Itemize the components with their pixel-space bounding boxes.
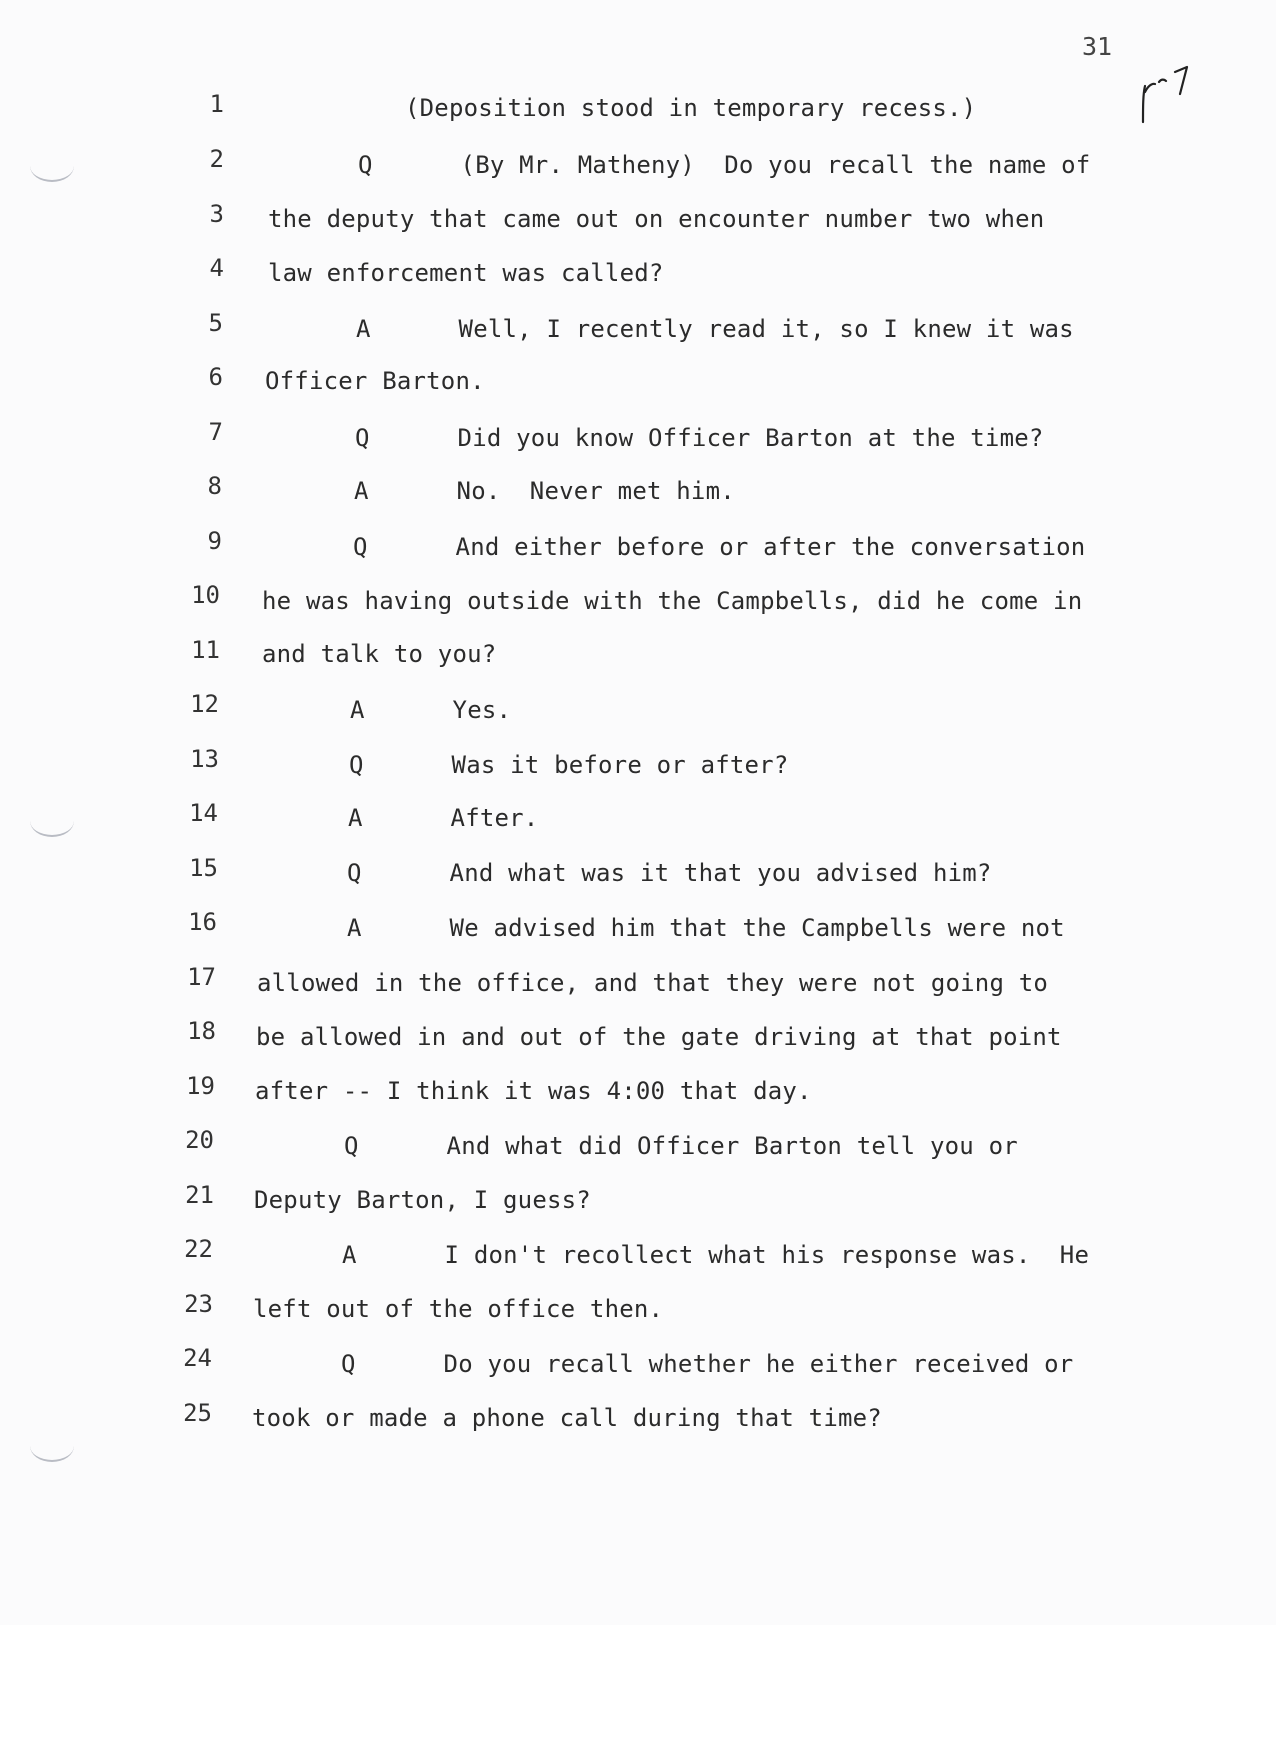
- line-number: 22: [184, 1235, 213, 1263]
- line-number: 20: [185, 1126, 214, 1154]
- line-number: 15: [189, 854, 218, 882]
- transcript-line: he was having outside with the Campbells, did he come in: [262, 587, 1083, 615]
- transcript-line: left out of the office then.: [253, 1295, 664, 1323]
- transcript-line: Deputy Barton, I guess?: [254, 1186, 591, 1214]
- transcript-line: the deputy that came out on encounter number two when: [268, 205, 1045, 233]
- line-number: 6: [208, 363, 223, 391]
- transcript-line: A I don't recollect what his response was. He: [342, 1241, 1090, 1269]
- transcript-line: allowed in the office, and that they were not going to: [257, 969, 1049, 997]
- line-number: 1: [209, 90, 224, 118]
- transcript-line: be allowed in and out of the gate driving at that point: [256, 1023, 1062, 1051]
- line-number: 19: [186, 1072, 215, 1100]
- line-number: 10: [191, 581, 220, 609]
- line-number: 5: [208, 309, 223, 337]
- transcript-line: Officer Barton.: [265, 367, 485, 395]
- transcript-line: A No. Never met him.: [354, 477, 735, 505]
- transcript-line: A Yes.: [350, 696, 512, 724]
- transcript-line: law enforcement was called?: [268, 259, 664, 287]
- page-number: 31: [1082, 32, 1113, 61]
- transcript-line: Q Did you know Officer Barton at the time?: [355, 424, 1044, 452]
- line-number: 16: [188, 908, 217, 936]
- transcript-line: (Deposition stood in temporary recess.): [405, 94, 977, 122]
- line-number: 7: [208, 418, 223, 446]
- transcript-line: A After.: [348, 804, 539, 832]
- handwritten-initials: [1135, 62, 1205, 132]
- line-number: 13: [190, 745, 219, 773]
- transcript-line: Q And either before or after the conversation: [353, 533, 1086, 561]
- transcript-line: after -- I think it was 4:00 that day.: [255, 1077, 812, 1105]
- line-number: 2: [209, 145, 224, 173]
- line-number: 17: [187, 963, 216, 991]
- line-number: 24: [183, 1344, 212, 1372]
- line-number: 11: [191, 636, 220, 664]
- line-number: 21: [185, 1181, 214, 1209]
- punch-hole-top: [30, 150, 74, 182]
- scan-margin: [0, 1625, 1276, 1755]
- transcript-line: took or made a phone call during that time?: [252, 1404, 882, 1432]
- transcript-line: Q Do you recall whether he either received or: [341, 1350, 1074, 1378]
- line-number: 18: [187, 1017, 216, 1045]
- transcript-line: and talk to you?: [262, 640, 497, 668]
- transcript-line: A We advised him that the Campbells were not: [347, 914, 1065, 942]
- transcript-line: Q And what did Officer Barton tell you or: [344, 1132, 1018, 1160]
- punch-hole-middle: [30, 805, 74, 837]
- line-number: 8: [207, 472, 222, 500]
- line-number: 23: [184, 1290, 213, 1318]
- line-number: 14: [189, 799, 218, 827]
- punch-hole-bottom: [30, 1430, 74, 1462]
- line-number: 25: [183, 1399, 212, 1427]
- line-number: 12: [190, 690, 219, 718]
- transcript-line: Q And what was it that you advised him?: [347, 859, 992, 887]
- transcript-line: Q (By Mr. Matheny) Do you recall the name of: [358, 151, 1091, 179]
- transcript-line: Q Was it before or after?: [349, 751, 789, 779]
- line-number: 9: [207, 527, 222, 555]
- line-number: 4: [209, 254, 224, 282]
- line-number: 3: [209, 200, 224, 228]
- transcript-line: A Well, I recently read it, so I knew it was: [356, 315, 1074, 343]
